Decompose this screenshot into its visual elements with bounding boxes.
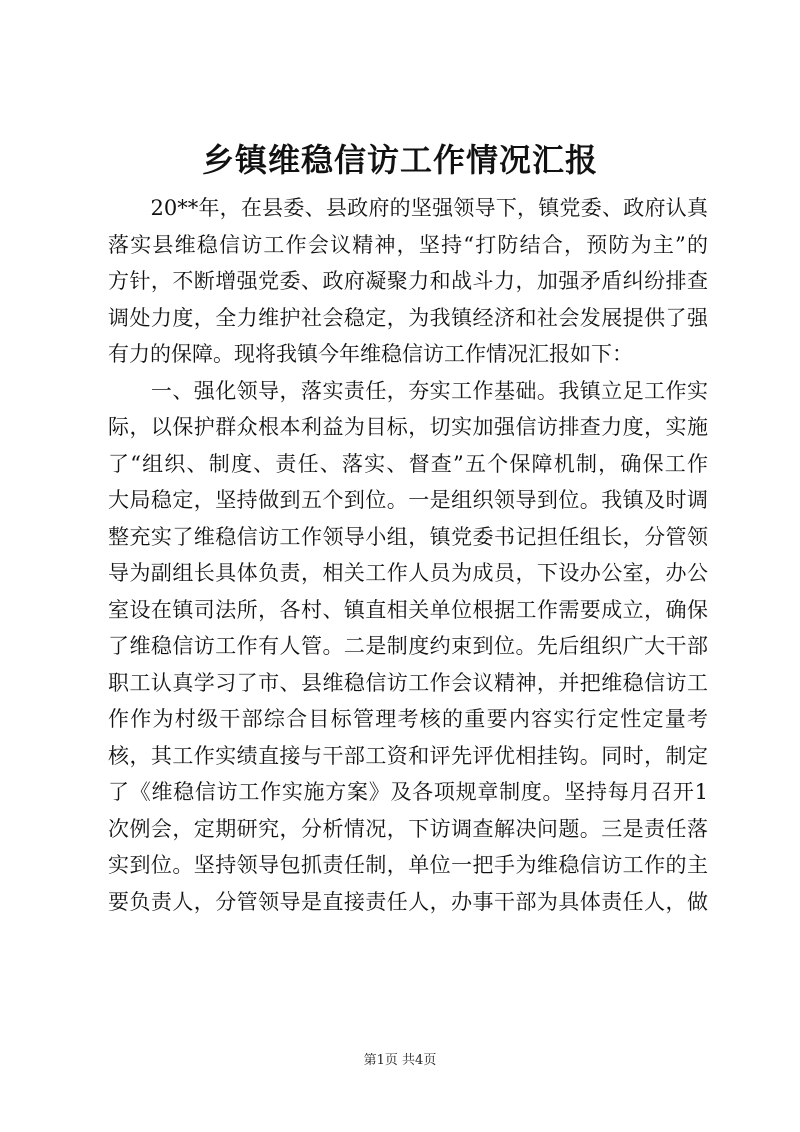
body-line: 职工认真学习了市、县维稳信访工作会议精神，并把维稳信访工 [108, 670, 708, 695]
body-line: 室设在镇司法所，各村、镇直相关单位根据工作需要成立，确保 [108, 597, 708, 622]
body-line: 落实县维稳信访工作会议精神，坚持“打防结合，预防为主”的 [108, 232, 708, 257]
body-line: 有力的保障。现将我镇今年维稳信访工作情况汇报如下： [108, 342, 633, 366]
body-line: 导为副组长具体负责，相关工作人员为成员，下设办公室，办公 [108, 561, 708, 585]
body-line: 作作为村级干部综合目标管理考核的重要内容实行定性定量考 [108, 707, 708, 731]
body-line: 调处力度，全力维护社会稳定，为我镇经济和社会发展提供了强 [108, 305, 708, 330]
body-line: 实到位。坚持领导包抓责任制，单位一把手为维稳信访工作的主 [108, 853, 708, 877]
body-line: 整充实了维稳信访工作领导小组，镇党委书记担任组长，分管领 [108, 524, 708, 549]
body-line: 方针，不断增强党委、政府凝聚力和战斗力，加强矛盾纠纷排查 [108, 269, 708, 293]
body-line: 次例会，定期研究，分析情况，下访调查解决问题。三是责任落 [108, 816, 708, 841]
body-line: 了“组织、制度、责任、落实、督查”五个保障机制，确保工作 [108, 451, 708, 476]
body-line: 了《维稳信访工作实施方案》及各项规章制度。坚持每月召开1 [108, 780, 708, 804]
page-number-footer: 第1页 共4页 [363, 1053, 437, 1068]
body-line: 要负责人，分管领导是直接责任人，办事干部为具体责任人，做 [108, 889, 708, 914]
body-line: 一、强化领导，落实责任，夯实工作基础。我镇立足工作实 [108, 378, 708, 403]
document-body [108, 190, 708, 920]
body-line: 际，以保护群众根本利益为目标，切实加强信访排查力度，实施 [108, 415, 708, 439]
body-line: 大局稳定，坚持做到五个到位。一是组织领导到位。我镇及时调 [108, 488, 708, 512]
document-title: 乡镇维稳信访工作情况汇报 [201, 141, 598, 179]
body-line: 20**年，在县委、县政府的坚强领导下，镇党委、政府认真 [108, 196, 708, 220]
body-line: 核，其工作实绩直接与干部工资和评先评优相挂钩。同时，制定 [108, 743, 708, 768]
body-line: 了维稳信访工作有人管。二是制度约束到位。先后组织广大干部 [108, 634, 708, 658]
